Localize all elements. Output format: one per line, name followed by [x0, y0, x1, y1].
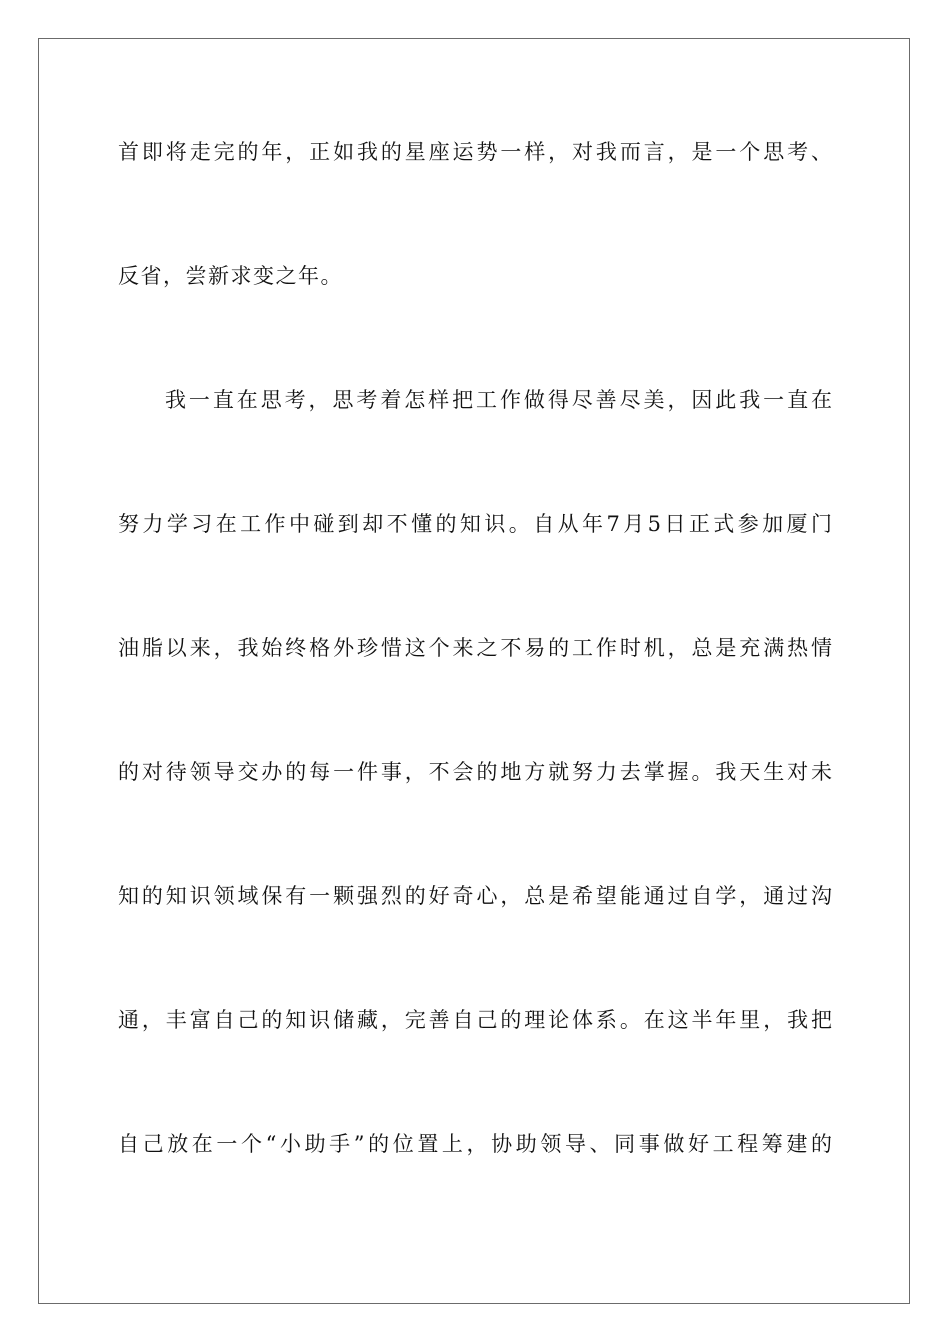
text-line-6: 的对待领导交办的每一件事，不会的地方就努力去掌握。我天生对未: [118, 760, 832, 784]
text-line-9: 自己放在一个“小助手”的位置上，协助领导、同事做好工程筹建的: [118, 1132, 832, 1156]
text-line-5: 油脂以来，我始终格外珍惜这个来之不易的工作时机，总是充满热情: [118, 636, 832, 660]
text-line-8: 通，丰富自己的知识储藏，完善自己的理论体系。在这半年里，我把: [118, 1008, 832, 1032]
text-line-1: 首即将走完的年，正如我的星座运势一样，对我而言，是一个思考、: [118, 140, 832, 164]
text-line-4: 努力学习在工作中碰到却不懂的知识。自从年7月5日正式参加厦门: [118, 512, 832, 536]
text-line-7: 知的知识领域保有一颗强烈的好奇心，总是希望能通过自学，通过沟: [118, 884, 832, 908]
text-line-3: 我一直在思考，思考着怎样把工作做得尽善尽美，因此我一直在: [165, 388, 832, 412]
page-border: [38, 38, 910, 1304]
text-line-2: 反省，尝新求变之年。: [118, 264, 343, 288]
